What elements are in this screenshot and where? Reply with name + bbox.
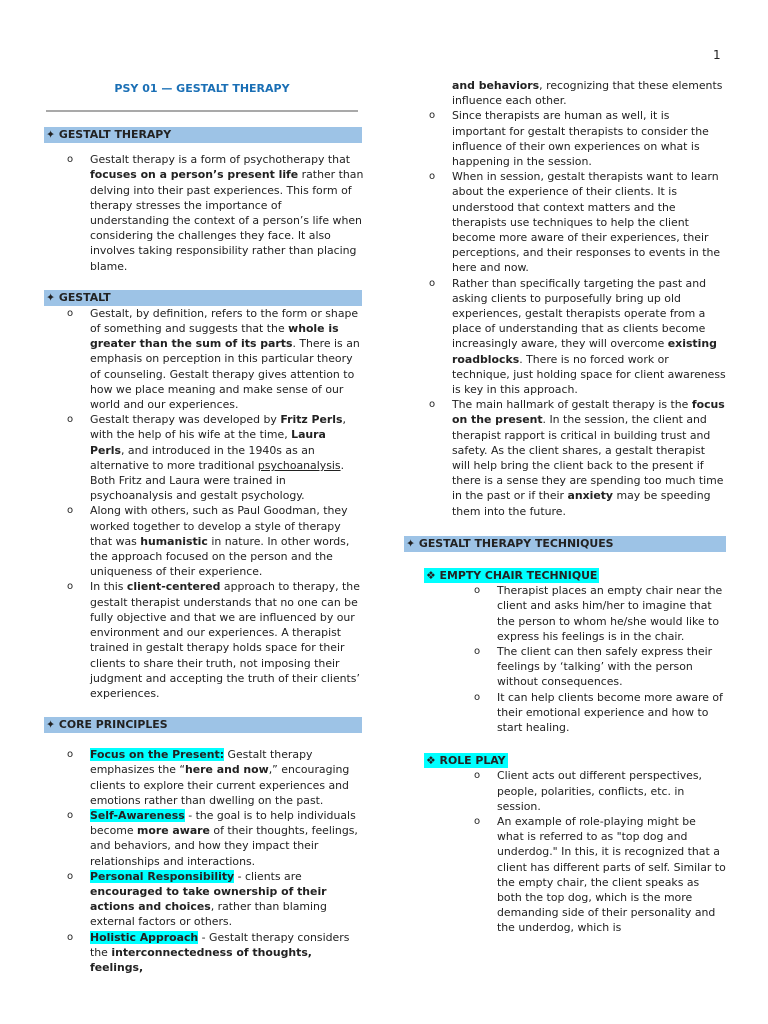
subheading-role-play: ❖ ROLE PLAY xyxy=(426,754,506,768)
list-item: o Focus on the Present: Gestalt therapy emphasizes the “here and now,” encouraging clients to explore their current experiences and emotions rather than dwelling on the past. xyxy=(44,747,364,808)
list-item: o Rather than specifically targeting the past and asking clients to purposefully bring up old experiences, gestalt therapists operate from a place of understanding that as clients become increasingly aware, they will overcome existing roadblocks. There is no forced work or technique, just holding space for client awareness is key in this approach. xyxy=(404,276,726,398)
section-heading-core-principles: ✦ CORE PRINCIPLES xyxy=(44,717,362,733)
list-item: o In this client-centered approach to therapy, the gestalt therapist understands that no one can be fully objective and that we are influenced by our environment and our experiences. A therapist trained in gestalt therapy holds space for their clients to share their truth, not imposing their judgment and accepting the truth of their clients’ experiences. xyxy=(44,579,364,701)
core-principles-list-continued xyxy=(404,108,726,518)
list-item: o Since therapists are human as well, it is important for gestalt therapists to consider the influence of their own experiences on what is happening in the session. xyxy=(404,108,726,169)
gestalt-therapy-list xyxy=(44,152,364,274)
right-column xyxy=(404,78,726,936)
psychoanalysis-link[interactable]: psychoanalysis xyxy=(257,458,341,472)
gestalt-list xyxy=(44,306,364,701)
list-item: o The main hallmark of gestalt therapy is the focus on the present. In the session, the client and therapist rapport is critical in building trust and safety. As the client shares, a gestalt therapist will help bring the client back to the present if there is a sense they are spending too much time in the past or if their anxiety may be speeding them into the future. xyxy=(404,397,726,519)
section-heading-techniques: ✦ GESTALT THERAPY TECHNIQUES xyxy=(404,536,726,552)
list-item: o An example of role-playing might be what is referred to as "top dog and underdog." In this, it is recognized that a client has different parts of self. Similar to the empty chair, the client speaks as both the top dog, which is the more demanding side of their personality and the underdog, which is xyxy=(404,814,726,936)
subheading-empty-chair: ❖ EMPTY CHAIR TECHNIQUE xyxy=(426,568,598,582)
list-item-continuation: and behaviors, recognizing that these elements influence each other. xyxy=(452,79,723,108)
list-item: o Gestalt therapy is a form of psychotherapy that focuses on a person’s present life rather than delving into their past experiences. This form of therapy stresses the importance of understanding the context of a person’s life when considering the challenges they face. It also involves taking responsibility rather than placing blame. xyxy=(44,152,364,274)
section-heading-gestalt-therapy: ✦ GESTALT THERAPY xyxy=(44,127,362,143)
list-item: o The client can then safely express their feelings by ‘talking’ with the person without consequences. xyxy=(404,644,726,690)
list-item: o Gestalt therapy was developed by Fritz Perls, with the help of his wife at the time, Laura Perls, and introduced in the 1940s as an alternative to more traditional psychoanalysis. Both Fritz and Laura were trained in psychoanalysis and gestalt psychology. xyxy=(44,412,364,503)
list-item: o Client acts out different perspectives, people, polarities, conflicts, etc. in session. xyxy=(404,768,726,814)
list-item: o Self-Awareness - the goal is to help individuals become more aware of their thoughts, feelings, and behaviors, and how they impact their relationships and interactions. xyxy=(44,808,364,869)
role-play-list xyxy=(404,768,726,935)
title-divider xyxy=(46,110,358,112)
list-item: o Along with others, such as Paul Goodman, they worked together to develop a style of therapy that was humanistic in nature. In other words, the approach focused on the person and the uniqueness of their experience. xyxy=(44,503,364,579)
list-item: o Gestalt, by definition, refers to the form or shape of something and suggests that the whole is greater than the sum of its parts. There is an emphasis on perception in this particular theory of counseling. Gestalt therapy gives attention to how we place meaning and make sense of our world and our experiences. xyxy=(44,306,364,412)
section-heading-gestalt: ✦ GESTALT xyxy=(44,290,362,306)
left-column xyxy=(44,78,364,975)
list-item: o Holistic Approach - Gestalt therapy considers the interconnectedness of thoughts, feelings, xyxy=(44,930,364,976)
list-item: o Therapist places an empty chair near the client and asks him/her to imagine that the person to whom he/she would like to express his feelings is in the chair. xyxy=(404,583,726,644)
core-principles-list xyxy=(44,747,364,975)
list-item: o When in session, gestalt therapists want to learn about the experience of their clients. It is understood that context matters and the therapists use techniques to help the client become more aware of their experiences, their perceptions, and their responses to events in the here and now. xyxy=(404,169,726,275)
empty-chair-list xyxy=(404,583,726,735)
page-title: PSY 01 — GESTALT THERAPY xyxy=(114,82,290,95)
page-number: 1 xyxy=(713,48,721,62)
list-item: o It can help clients become more aware of their emotional experience and how to start healing. xyxy=(404,690,726,736)
list-item: o Personal Responsibility - clients are encouraged to take ownership of their actions and choices, rather than blaming external factors or others. xyxy=(44,869,364,930)
